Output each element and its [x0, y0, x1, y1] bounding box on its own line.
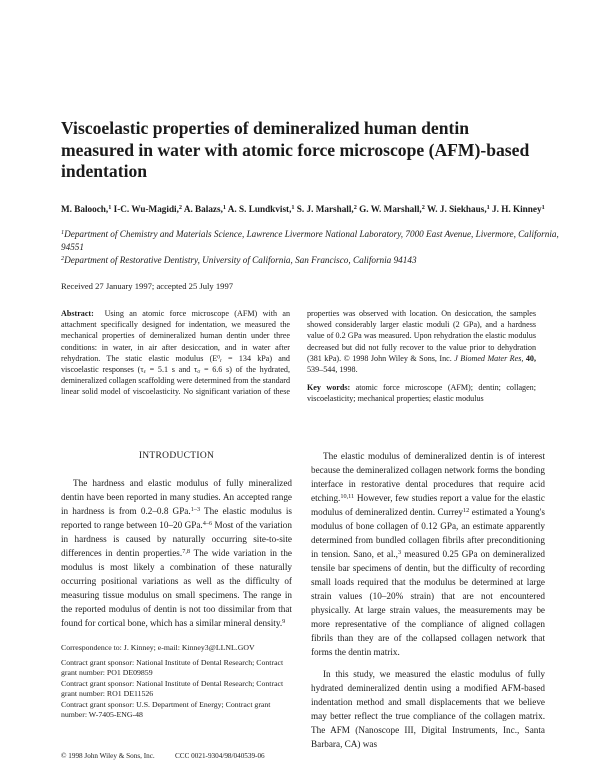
author: A. Balazs,: [183, 204, 223, 214]
affiliation-number: 2: [61, 255, 65, 263]
author-affiliation-mark: 1: [541, 204, 545, 212]
intro-paragraph: The hardness and elastic modulus of fully mineralized dentin have been reported in many studies. An accepted range in hardness is from 0.2–0.8 GPa.$^{1-3}$ The elastic modulus is reported to range between 10–20 GPa.$^{4-6}$ Most of the variation in hardness is caused by naturally occurring site-to-site differences in dentin properties.$^{7,8}$ The wide variation in the modulus is most likely a combination of these naturally occurring positional variations as well as the difficulty of measuring tissue modulus on small specimens. The range in the reported modulus of dentin is not too dissimilar from that found for cortical bone, which has a similar mineral density.$^9$: [61, 478, 292, 628]
author-affiliation-mark: 1: [222, 204, 226, 212]
abstract-block: [61, 308, 536, 405]
reference-mark: 10,11: [340, 493, 355, 501]
journal-name: J Biomed Mater Res,: [454, 353, 524, 363]
author: G. W. Marshall,: [359, 204, 422, 214]
abstract-text: Abstract: Using an atomic force microscope (AFM) with an attachment specifically designed for indentation, we measured the mechanical properties of demineralized human dentin under three conditions: in water, in air after desiccation, and in water after rehydration. The static elastic modulus ($E^0_r = 134$ kPa) and viscoelastic responses ($\tau_\varepsilon = 5.1$ s and $\tau_\sigma = 6.6$ s) of the hydrated, demineralized collagen scaffolding were determined from the standard linear solid model of viscoelasticity. No significant variation of these properties was observed with location. On desiccation, the samples showed considerably larger elastic moduli (2 GPa), and a hardness value of 0.2 GPa was measured. Upon rehydration the elastic modulus decreased but did not fully recover to the value prior to dehydration (381 kPa). © 1998 John Wiley & Sons, Inc. J Biomed Mater Res, 40, 539–544, 1998.: [61, 309, 536, 397]
article-title: Viscoelastic properties of demineralized human dentin measured in water with atomic force microscope (AFM)-based indentation: [61, 118, 530, 181]
author: S. J. Marshall,: [296, 204, 354, 214]
grant-note: Contract grant sponsor: National Institute of Dental Research; Contract grant number: PO1 DE09859: [61, 657, 284, 677]
author: I-C. Wu-Magidi,: [113, 204, 179, 214]
reference-mark: 7,8: [182, 548, 190, 556]
reference-mark: 1–3: [190, 506, 201, 514]
affiliation-2: [61, 254, 561, 267]
author-affiliation-mark: 2: [178, 204, 183, 212]
grant-note: Contract grant sponsor: U.S. Department of Energy; Contract grant number: W-7405-ENG-48: [61, 699, 271, 719]
copyright-notice: © 1998 John Wiley & Sons, Inc.: [61, 752, 155, 760]
author-list: [61, 203, 561, 216]
author-affiliation-mark: 1: [108, 204, 112, 212]
journal-pages: 539–544, 1998.: [307, 365, 358, 375]
footnotes: [61, 643, 292, 721]
reference-mark: 3: [397, 549, 402, 557]
author: M. Balooch,: [61, 204, 109, 214]
reference-mark: 4–6: [202, 520, 213, 528]
keywords-text: atomic force microscope (AFM); dentin; collagen; viscoelasticity; mechanical properties; elastic modulus: [307, 383, 536, 404]
ccc-code: CCC 0021-9304/98/040539-06: [175, 752, 265, 760]
author-affiliation-mark: 1: [291, 204, 295, 212]
grant-note: Contract grant sponsor: National Institute of Dental Research; Contract grant number: RO1 DE11526: [61, 678, 284, 698]
left-column: [61, 476, 292, 630]
body-paragraph: The elastic modulus of demineralized dentin is of interest because the demineralized collagen network forms the bonding interface in restorative dental procedures that require acid etching.$^{10,11}$ However, few studies report a value for the elastic modulus of demineralized dentin. Currey$^{12}$ estimated a Young's modulus of bone collagen of 0.12 GPa, an estimate apparently determined from bundled collagen fibrils after preconditioning in tension. Sano, et al.,$^3$ measured 0.25 GPa on demineralized tensile bar specimens of dentin, but the difficulty of recording small loads required that the modulus be determined at large strain values (10–20% strain) that are not encountered physically. At large strain values, the measurements may be more representative of the compliance of aligned collagen fibrils than they are of the collapsed collagen network that forms the dentin matrix.: [311, 451, 545, 657]
body-paragraph: In this study, we measured the elastic modulus of fully hydrated demineralized dentin using a modified AFM-based indentation method and small displacements that we believe may better reflect the true compliance of the collagen matrix. The AFM (Nanoscope III, Digital Instruments, Inc., Santa Barbara, CA) was: [311, 669, 545, 749]
journal-volume: 40,: [525, 353, 536, 363]
received-dates: Received 27 January 1997; accepted 25 July 1997: [61, 281, 234, 291]
author: J. H. Kinney: [492, 204, 542, 214]
correspondence-note: Correspondence to: J. Kinney; e-mail: Kinney3@LLNL.GOV: [61, 643, 255, 652]
abstract-label: Abstract:: [61, 309, 94, 318]
affiliation-number: 1: [61, 229, 65, 237]
reference-mark: 12: [463, 507, 470, 515]
right-column: [311, 449, 545, 751]
author: A. S. Lundkvist,: [227, 204, 292, 214]
author-affiliation-mark: 1: [486, 204, 490, 212]
reference-mark: 9: [282, 618, 286, 626]
affiliation-text: Department of Chemistry and Materials Science, Lawrence Livermore National Laboratory, 7000 East Avenue, Livermore, California, 94551: [61, 229, 559, 252]
keywords-label: Key words:: [307, 383, 351, 393]
affiliation-1: [61, 228, 561, 254]
section-heading-introduction: INTRODUCTION: [138, 451, 215, 461]
keywords: [307, 382, 536, 404]
author-affiliation-mark: 2: [353, 204, 357, 212]
author: W. J. Siekhaus,: [426, 204, 487, 214]
author-affiliation-mark: 2: [421, 204, 425, 212]
affiliation-text: Department of Restorative Dentistry, University of California, San Francisco, California 94143: [64, 255, 417, 265]
